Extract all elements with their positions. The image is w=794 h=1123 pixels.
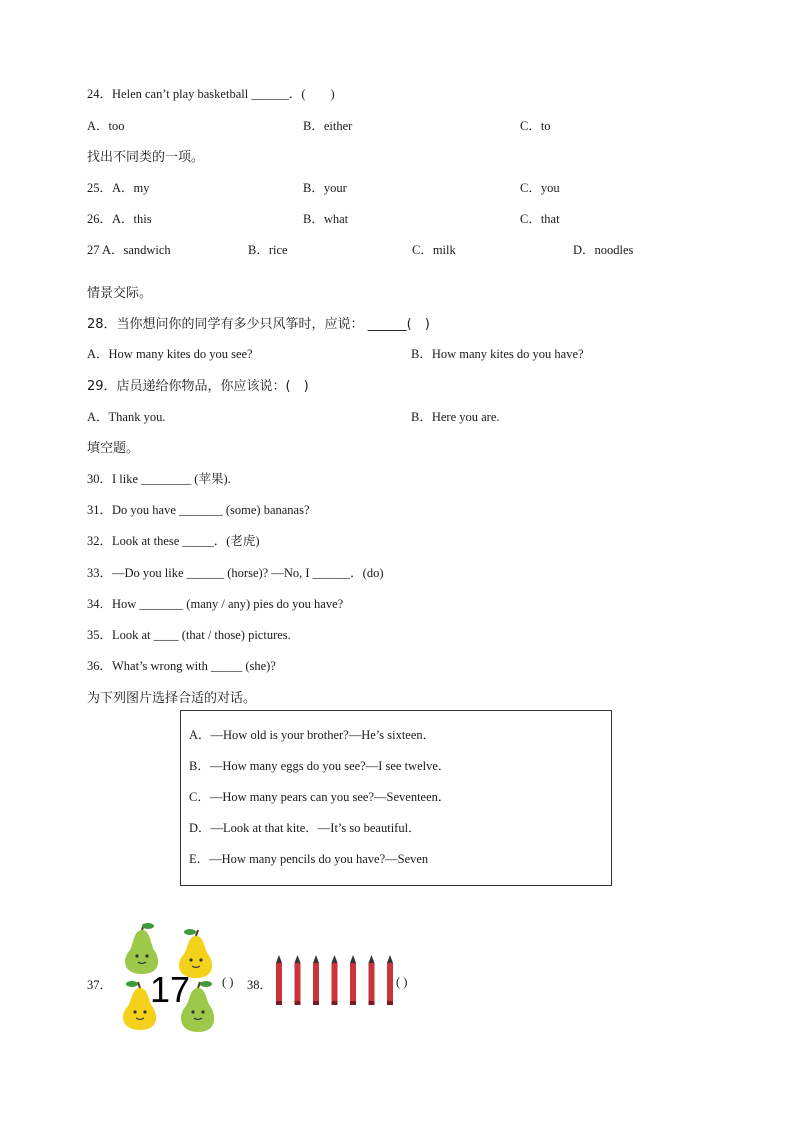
pencils-image [273,955,397,1007]
pencil-icon [387,955,393,1005]
pears-image [112,922,224,1040]
q26-option-b[interactable]: B．what [303,212,349,226]
question-26 [87,209,152,227]
q29-option-a[interactable]: A．Thank you. [87,410,166,424]
pencil-icon [350,955,356,1005]
q28-option-b[interactable]: B．How many kites do you have? [411,347,584,361]
pear-icon [125,923,158,974]
q26-number: 26． [87,212,113,226]
dialogue-option-c[interactable]: C．—How many pears can you see?—Seventeen． [189,790,451,804]
dialogue-options-box [180,710,612,886]
pencil-icon [332,955,338,1005]
question-25 [87,178,150,196]
q24-option-b[interactable]: B．either [303,119,353,133]
dialogue-option-b[interactable]: B．—How many eggs do you see?—I see twelve． [189,759,451,773]
q25-option-b[interactable]: B．your [303,181,347,195]
q37-answer-bracket[interactable]: ( ) [222,975,234,989]
pear-count-figure: 17 [149,969,191,1010]
question-31: 31．Do you have _______ (some) bananas? [87,503,310,517]
question-34: 34．How _______ (many / any) pies do you have? [87,597,344,611]
section-heading-fill-in: 填空题。 [87,441,140,456]
section-heading-match-pictures: 为下列图片选择合适的对话。 [87,691,257,706]
question-35: 35．Look at ____ (that / those) pictures. [87,628,291,642]
q26-option-a[interactable]: A．this [112,212,152,226]
q27-option-c[interactable]: C．milk [412,243,456,257]
q28-text: 当你想问你的同学有多少只风筝时，应说： ______( ) [116,317,430,332]
question-32: 32．Look at these _____．(老虎) [87,534,260,548]
q38-answer-bracket[interactable]: ( ) [396,975,408,989]
q26-option-c[interactable]: C．that [520,212,560,226]
dialogue-option-d[interactable]: D．—Look at that kite．—It’s so beautiful． [189,821,421,835]
pencil-icon [295,955,301,1005]
section-heading-situation: 情景交际。 [87,286,153,301]
q29-number: 29． [87,379,117,394]
pencil-icon [369,955,375,1005]
q28-option-a[interactable]: A．How many kites do you see? [87,347,253,361]
q24-option-c[interactable]: C．to [520,119,551,133]
question-38-number: 38． [247,978,273,992]
q25-option-a[interactable]: A．my [112,181,150,195]
q27-number: 27 [87,243,100,257]
question-30: 30．I like ________ (苹果). [87,472,231,486]
q24-option-a[interactable]: A．too [87,119,125,133]
q25-option-c[interactable]: C．you [520,181,560,195]
question-29 [87,375,309,394]
question-37-number: 37． [87,978,113,992]
question-36: 36．What’s wrong with _____ (she)? [87,659,276,673]
q24-text: Helen can’t play basketball ______．( ) [112,87,335,101]
question-28 [87,313,430,332]
pencil-icon [276,955,282,1005]
question-27 [87,240,171,258]
dialogue-option-e[interactable]: E．—How many pencils do you have?—Seven [189,852,429,866]
q29-option-b[interactable]: B．Here you are. [411,410,500,424]
q27-option-a[interactable]: A．sandwich [101,243,171,257]
q29-text: 店员递给你物品，你应该说：( ) [116,379,309,394]
q28-number: 28． [87,317,117,332]
question-24 [87,84,335,102]
q25-number: 25． [87,181,113,195]
question-33: 33．—Do you like ______ (horse)? —No, I ______．(do) [87,566,384,580]
q27-option-b[interactable]: B．rice [248,243,288,257]
section-heading-odd-one-out: 找出不同类的一项。 [87,150,205,165]
dialogue-option-a[interactable]: A．—How old is your brother?—He’s sixteen． [189,728,436,742]
q24-number: 24． [87,87,113,101]
q27-option-d[interactable]: D．noodles [573,243,634,257]
pencil-icon [313,955,319,1005]
